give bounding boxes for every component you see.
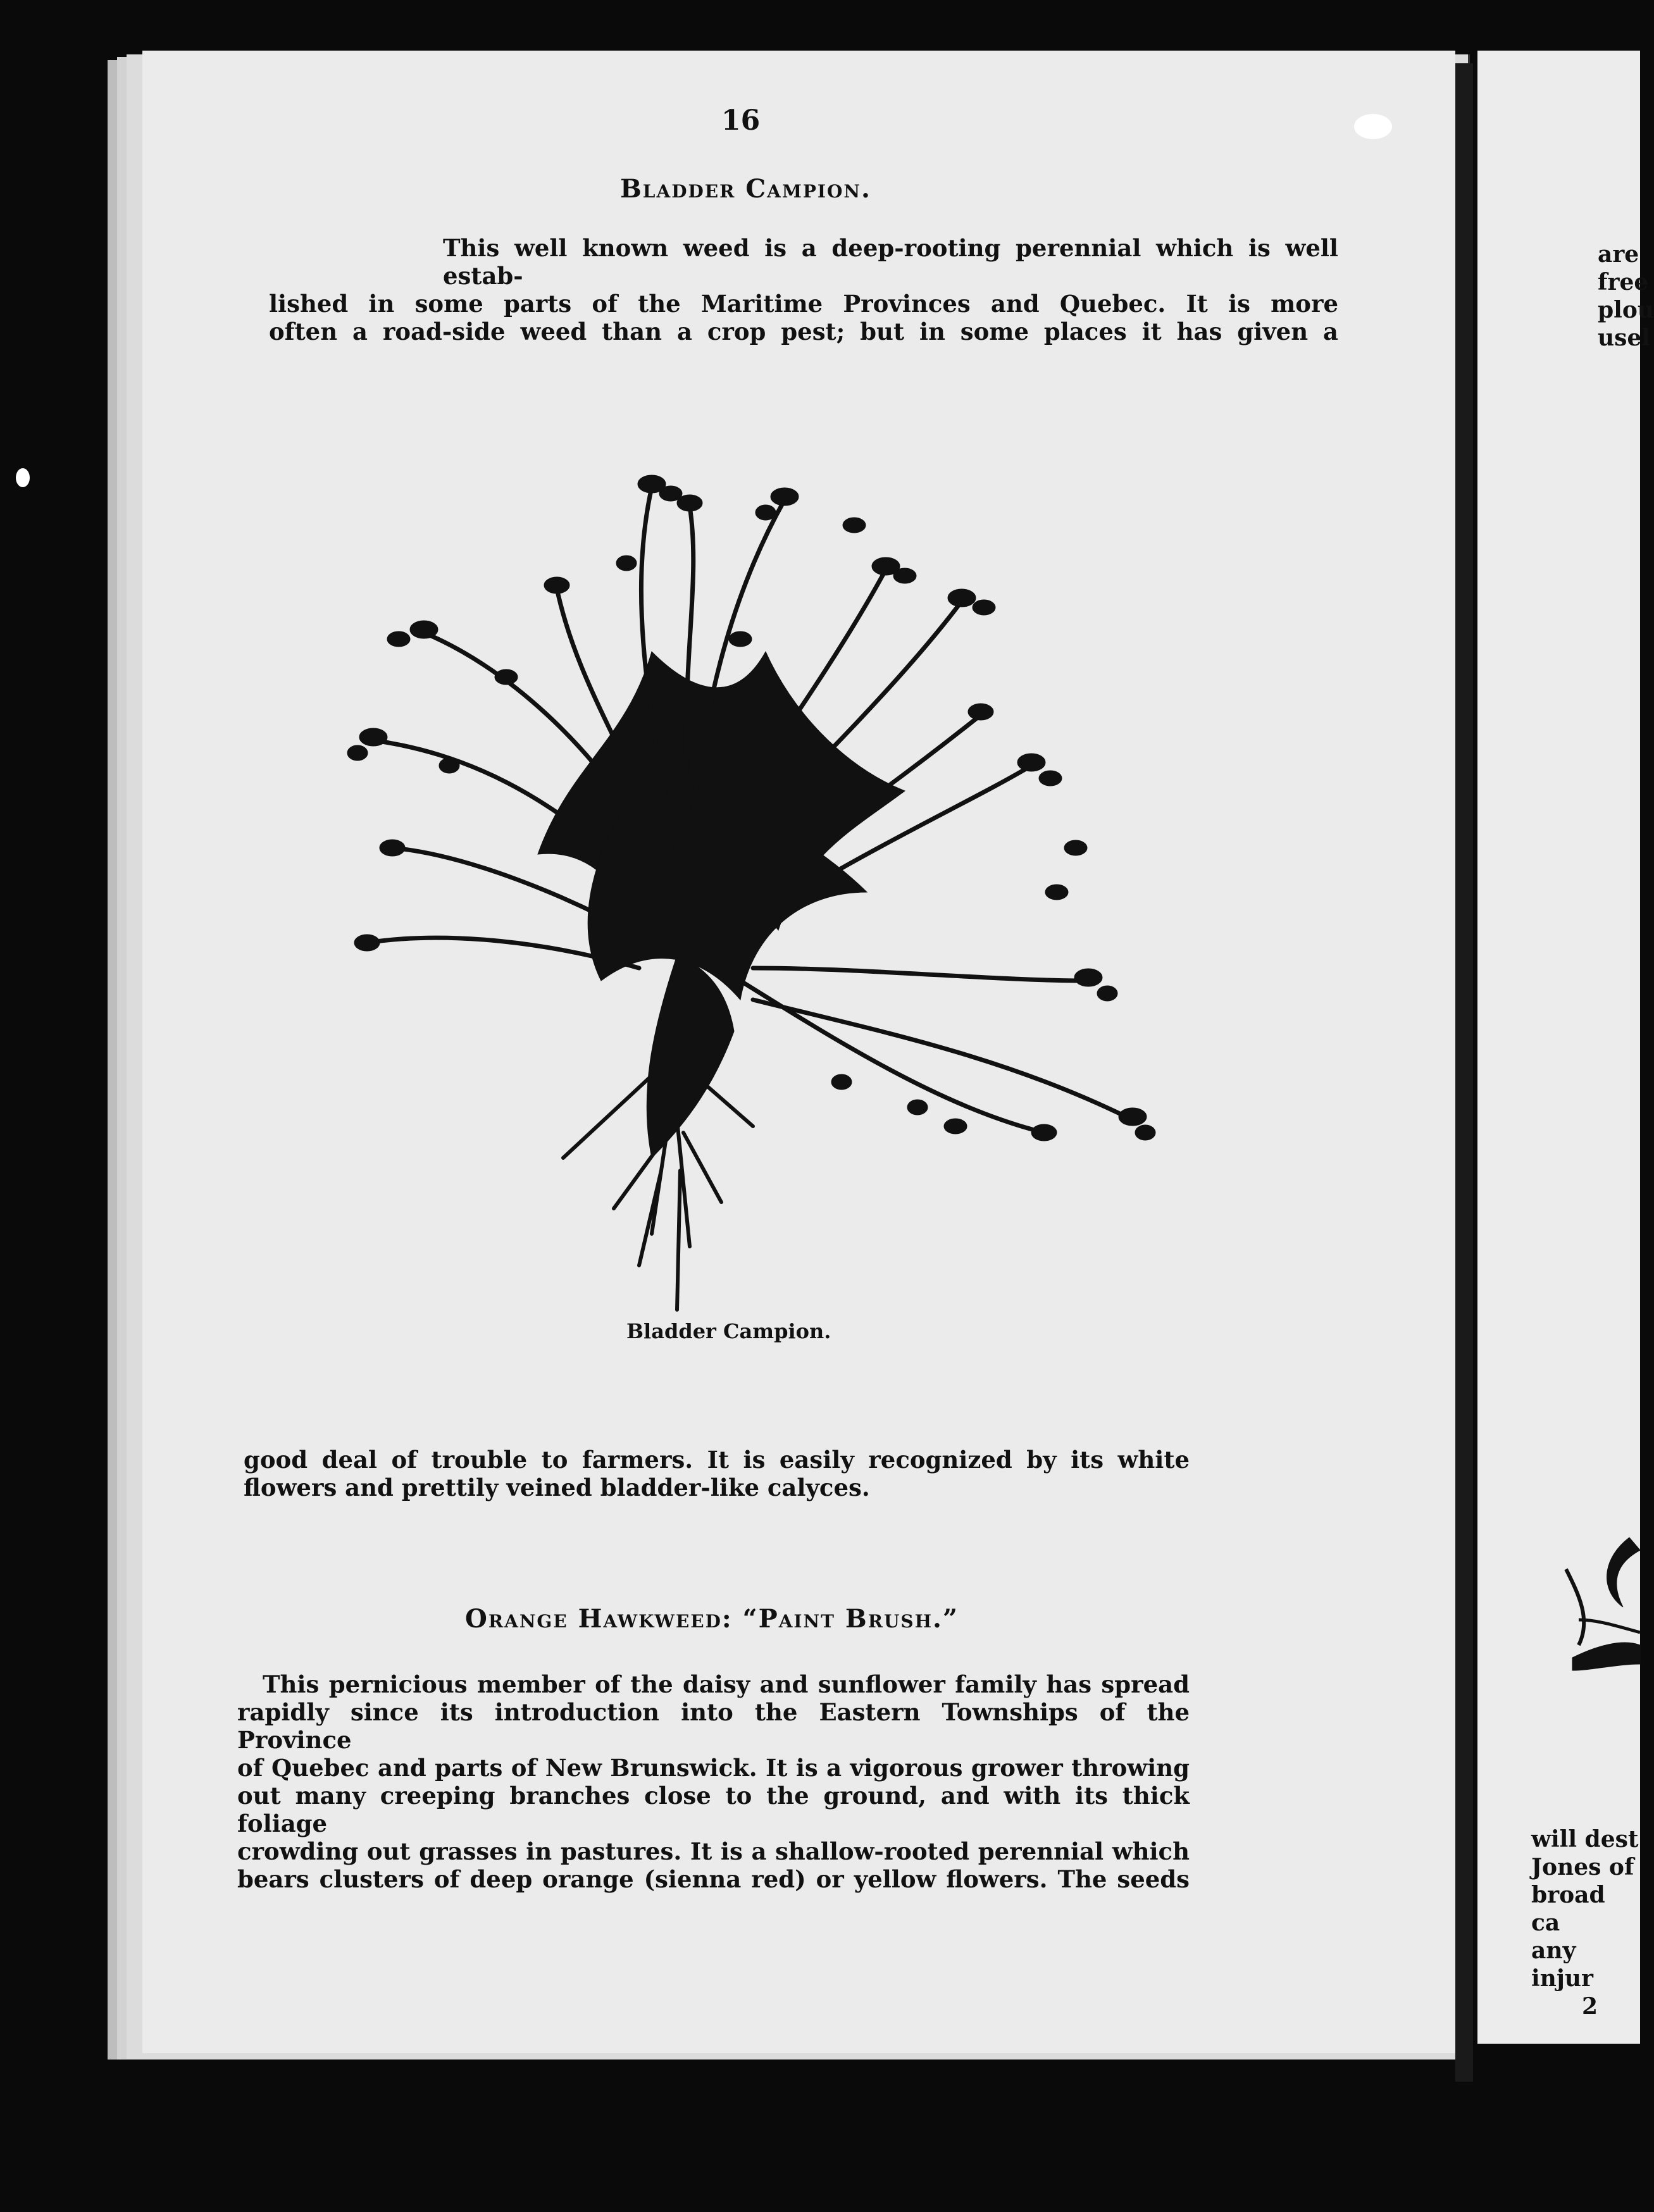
text-line: crowding out grasses in pastures. It is a shallow-rooted perennial which xyxy=(237,1837,1190,1865)
text-line: This well known weed is a deep-rooting perennial which is well estab- xyxy=(443,234,1338,290)
text-fragment: 2 xyxy=(1582,1993,1598,2020)
text-line: of Quebec and parts of New Brunswick. It is a vigorous grower throwing xyxy=(237,1754,1190,1782)
paragraph-orange-hawkweed xyxy=(237,1670,1190,1893)
figure-caption: Bladder Campion. xyxy=(626,1319,831,1343)
bladder-campion-illustration xyxy=(297,411,1183,1329)
text-fragment: usel xyxy=(1598,325,1651,351)
right-page-top-fragments xyxy=(1598,240,1654,352)
book-gutter xyxy=(1455,63,1473,2082)
text-line: rapidly since its introduction into the Eastern Townships of the Province xyxy=(237,1698,1190,1754)
text-fragment: are xyxy=(1598,241,1639,268)
scan-speck xyxy=(16,468,30,487)
text-fragment: any injur xyxy=(1531,1937,1594,1992)
page-number: 16 xyxy=(721,104,761,137)
text-line: flowers and prettily veined bladder-like calyces. xyxy=(244,1474,870,1501)
text-line: out many creeping branches close to the ground, and with its thick foliage xyxy=(237,1782,1190,1837)
text-line: good deal of trouble to farmers. It is easily recognized by its white xyxy=(244,1446,1190,1474)
text-line: often a road-side weed than a crop pest; but in some places it has given a xyxy=(269,318,1338,345)
section-heading-orange-hawkweed: Orange Hawkweed: “Paint Brush.” xyxy=(465,1604,959,1634)
scan-speck xyxy=(1354,114,1392,139)
right-page xyxy=(1477,51,1654,2044)
text-line: lished in some parts of the Maritime Provinces and Quebec. It is more xyxy=(269,290,1338,318)
partial-plant-illustration xyxy=(1553,1519,1640,1721)
paragraph-bladder-campion-continued xyxy=(244,1446,1190,1501)
text-fragment: Jones of xyxy=(1531,1854,1634,1880)
section-heading-bladder-campion: Bladder Campion. xyxy=(620,174,871,204)
text-fragment: free xyxy=(1598,269,1649,295)
right-page-bottom-fragments xyxy=(1531,1825,1640,2020)
paragraph-bladder-campion-intro xyxy=(269,234,1338,345)
text-fragment: broad ca xyxy=(1531,1882,1605,1936)
text-line: bears clusters of deep orange (sienna red) or yellow flowers. The seeds xyxy=(237,1865,1190,1893)
text-fragment: will dest xyxy=(1531,1826,1639,1853)
text-line: This pernicious member of the daisy and sunflower family has spread xyxy=(263,1670,1190,1698)
text-fragment: plou xyxy=(1598,297,1654,323)
